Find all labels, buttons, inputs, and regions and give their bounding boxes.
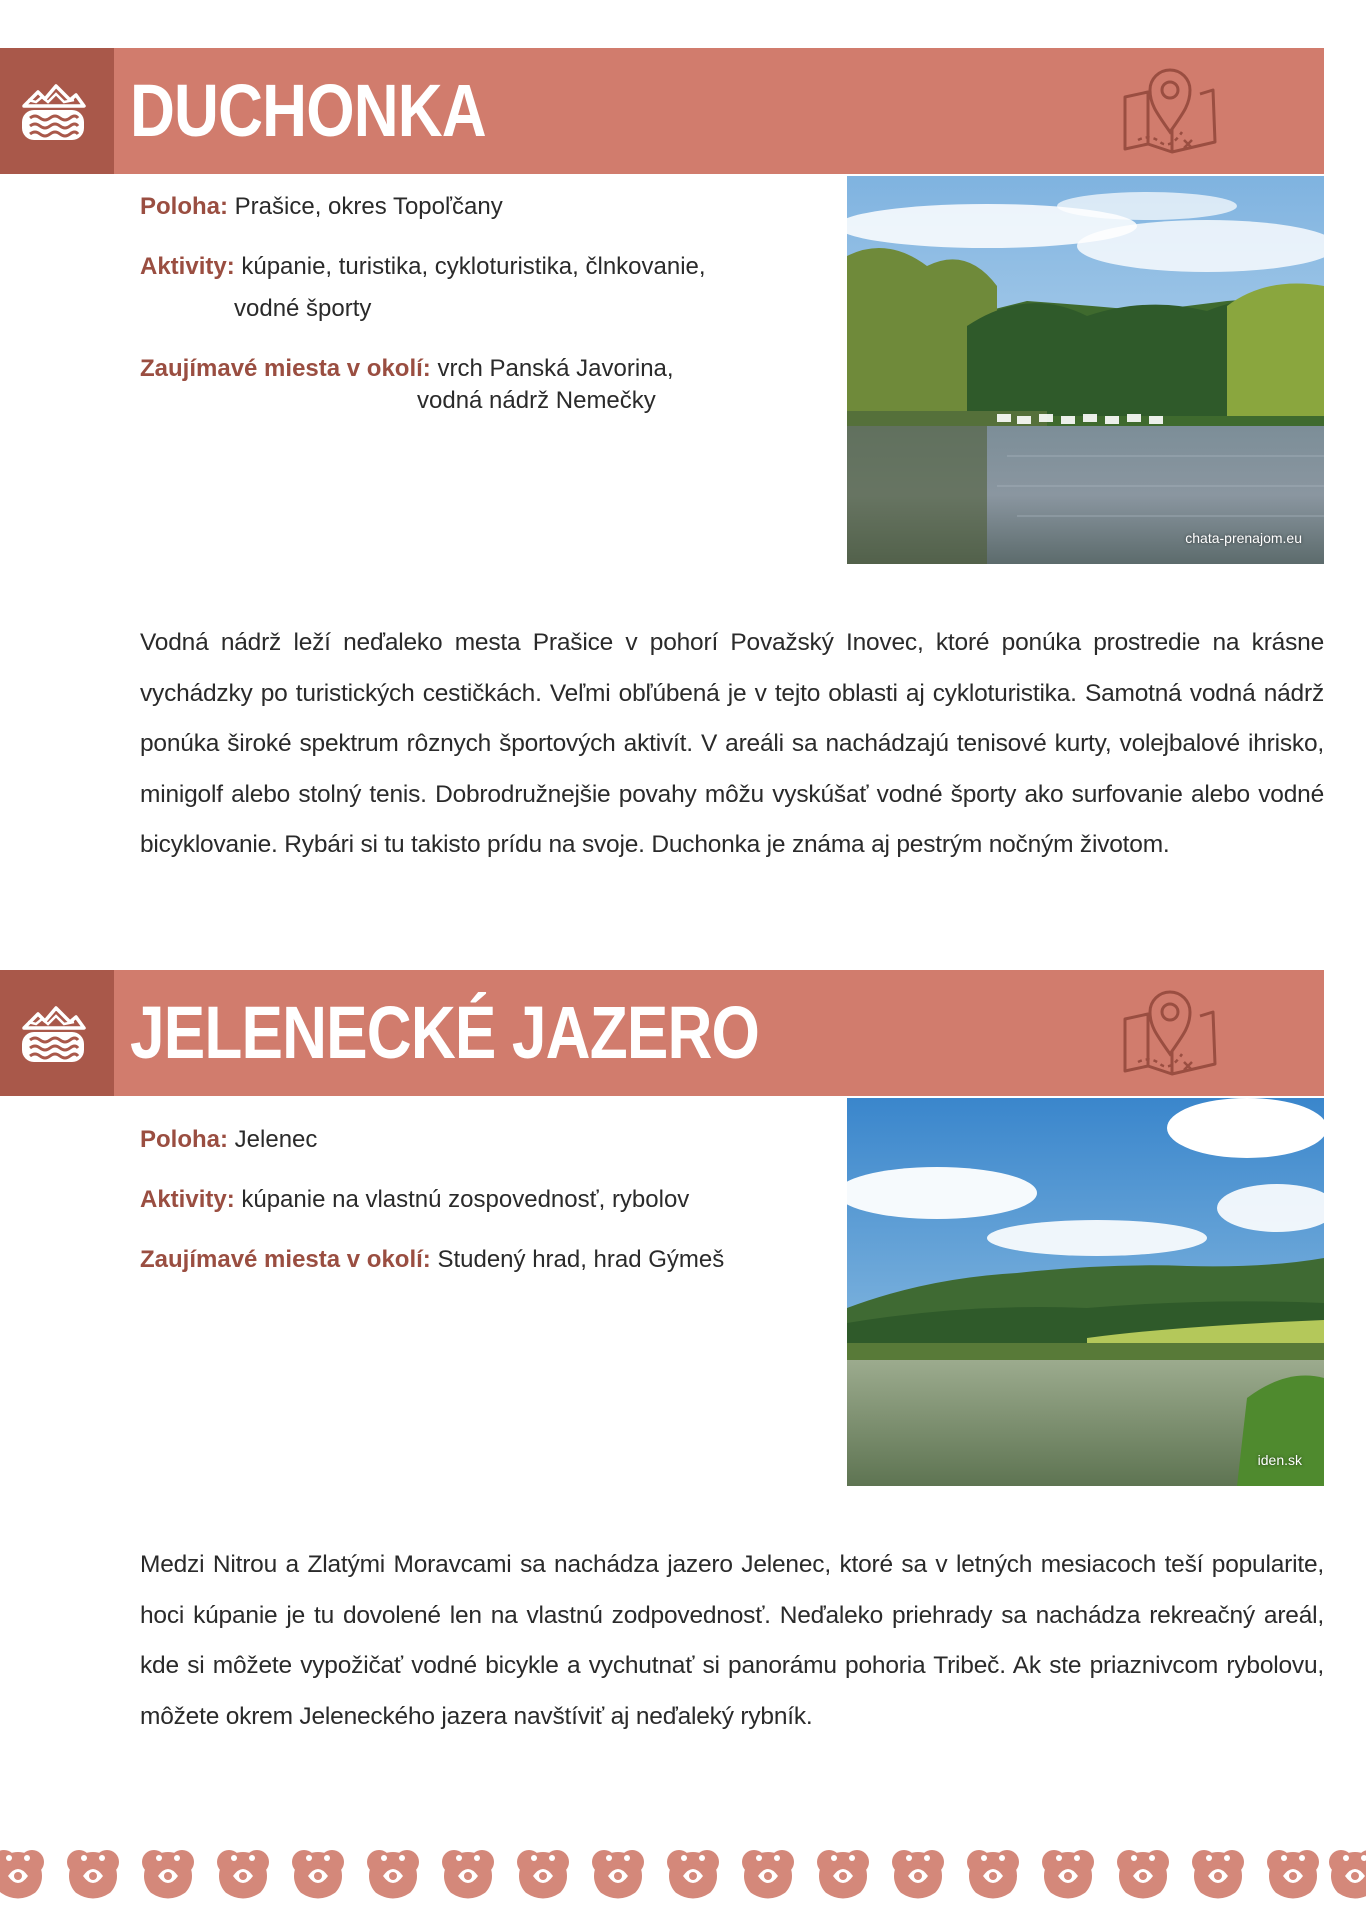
photo-jelenec — [847, 1098, 1324, 1486]
map-pin-icon — [1120, 60, 1220, 160]
photo-credit: chata-prenajom.eu — [1185, 530, 1302, 546]
activities-value: kúpanie na vlastnú zospovednosť, rybolov — [241, 1186, 690, 1213]
places-label: Zaujímavé miesta v okolí: — [140, 1246, 431, 1273]
section-banner — [0, 48, 1324, 174]
folk-ornament — [0, 1836, 1366, 1916]
activities-value-cont: vodné športy — [234, 295, 372, 322]
section-banner — [0, 970, 1324, 1096]
section-title: DUCHONKA — [130, 69, 486, 152]
lake-photo-illustration — [847, 1098, 1324, 1486]
activities-label: Aktivity: — [140, 253, 235, 280]
activities-label: Aktivity: — [140, 1186, 235, 1213]
lake-icon — [18, 80, 88, 142]
description-jelenec: Medzi Nitrou a Zlatými Moravcami sa nachádza jazero Jelenec, ktoré sa v letných mesiacoch teší popularite, hoci kúpanie je tu dovolené len na vlastnú zodpovednosť. Neďaleko priehrady sa nachádza rekreačný areál, kde si môžete vypožičať vodné bicykle a vychutnať si panorámu pohoria Tribeč. Ak ste priaznivcom rybolovu, môžete okrem Jeleneckého jazera navštíviť aj neďaleký rybník. — [140, 1551, 1324, 1730]
banner-tab — [0, 48, 114, 174]
places-label: Zaujímavé miesta v okolí: — [140, 355, 431, 382]
ornament-row — [0, 1850, 1366, 1900]
places-value: vrch Panská Javorina, — [437, 355, 674, 382]
places-row — [140, 1243, 724, 1276]
photo-duchonka — [847, 176, 1324, 564]
banner-tab — [0, 970, 114, 1096]
activities-row — [140, 250, 706, 283]
places-value: Studený hrad, hrad Gýmeš — [437, 1246, 725, 1273]
section-title: JELENECKÉ JAZERO — [130, 991, 760, 1074]
lake-icon — [18, 1002, 88, 1064]
places-row — [140, 352, 674, 385]
lake-photo-illustration — [847, 176, 1324, 564]
location-row — [140, 190, 503, 223]
location-value: Jelenec — [234, 1126, 318, 1153]
activities-row — [140, 1183, 689, 1216]
activities-value: kúpanie, turistika, cykloturistika, člnkovanie, — [241, 253, 706, 280]
location-value: Prašice, okres Topoľčany — [234, 193, 503, 220]
photo-credit: iden.sk — [1257, 1452, 1302, 1468]
map-pin-icon — [1120, 982, 1220, 1082]
location-row — [140, 1123, 317, 1156]
description-duchonka: Vodná nádrž leží neďaleko mesta Prašice v pohorí Považský Inovec, ktoré ponúka prostredie na krásne vychádzky po turistických cestičkách. Veľmi obľúbená je v tejto oblasti aj cykloturistika. Samotná vodná nádrž ponúka široké spektrum rôznych športových aktivít. V areáli sa nachádzajú tenisové kurty, volejbalové ihrisko, minigolf alebo stolný tenis. Dobrodružnejšie povahy môžu vyskúšať vodné športy ako surfovanie alebo vodné bicyklovanie. Rybári si tu takisto prídu na svoje. Duchonka je známa aj pestrým nočným životom. — [140, 629, 1324, 858]
location-label: Poloha: — [140, 193, 228, 220]
location-label: Poloha: — [140, 1126, 228, 1153]
places-value-cont: vodná nádrž Nemečky — [417, 387, 656, 414]
